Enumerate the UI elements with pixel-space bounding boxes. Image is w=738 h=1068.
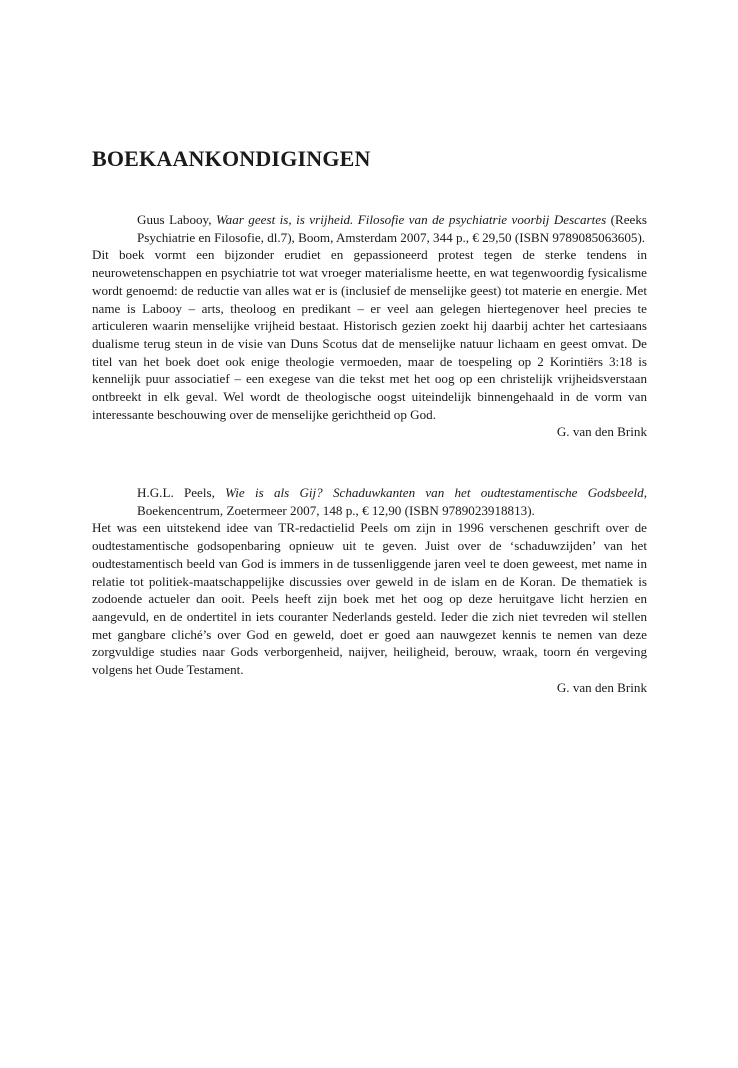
review-citation: [137, 484, 647, 519]
citation-title: Wie is als Gij? Schaduwkanten van het oudtestamentische Godsbeeld: [225, 485, 644, 500]
citation-title: Waar geest is, is vrijheid. Filosofie van de psychiatrie voorbij Descartes: [215, 212, 607, 227]
citation-publication: (Reeks Psychiatrie en Filosofie, dl.7), Boom, Amsterdam 2007, 344 p., € 29,50 (ISBN 9789085063605).: [137, 212, 647, 245]
review-labooy: [92, 211, 647, 441]
review-citation: [137, 211, 647, 246]
review-signature: G. van den Brink: [556, 679, 647, 695]
citation-publication: , Boekencentrum, Zoetermeer 2007, 148 p., € 12,90 (ISBN 9789023918813).: [137, 485, 647, 518]
review-body: Het was een uitstekend idee van TR-redactielid Peels om zijn in 1996 verschenen geschrift over de oudtestamentische godsopenbaring opnieuw uit te geven. Juist over de ‘schaduwzijden’ van het oudtestamentisch beeld van God is immers in de tussenliggende jaren veel te doen geweest, met name in relatie tot politiek-maatschappelijke discussies over geweld in de islam en de Koran. De thematiek is zodoende actueler dan ooit. Peels heeft zijn boek met het oog op deze heruitgave licht herzien en aangevuld, en de ondertitel in iets couranter Nederlands gesteld. Ieder die zich niet tevreden wil stellen met gangbare cliché’s over God en geweld, doet er goed aan nauwgezet kennis te nemen van deze zorgvuldige studies naar Gods verborgenheid, naijver, heiligheid, berouw, wraak, toorn én vergeving volgens het Oude Testament.: [92, 520, 647, 678]
review-peels: [92, 484, 647, 696]
citation-author: Guus Labooy,: [137, 212, 216, 227]
citation-author: H.G.L. Peels,: [137, 485, 226, 500]
page-heading: BOEKAANKONDIGINGEN: [92, 146, 371, 171]
review-body: Dit boek vormt een bijzonder erudiet en gepassioneerd protest tegen de sterke tendens in neurowetenschappen en psychiatrie tot wat vroeger materialisme heette, en wat tegenwoordig fysicalisme wordt genoemd: de reductie van alles wat er is (inclusief de menselijke geest) tot materie en energie. Met name is Labooy – arts, theoloog en predikant – er veel aan gelegen hiertegenover heel precies te articuleren waarin menselijke vrijheid bestaat. Historisch gezien zoekt hij daarbij achter het cartesiaans dualisme terug steun in de visie van Duns Scotus dat de menselijke natuur lichaam en geest omvat. De titel van het boek doet ook enige theologie vermoeden, maar de toespeling op 2 Korintiërs 3:18 is kennelijk puur associatief – een exegese van die tekst met het oog op een christelijk vrijheidsverstaan ontbreekt in elk geval. Wel wordt de theologische oogst uiteindelijk binnengehaald in de vorm van interessante beschouwing over de menselijke gerichtheid op God.: [92, 247, 647, 422]
review-signature: G. van den Brink: [556, 424, 647, 440]
